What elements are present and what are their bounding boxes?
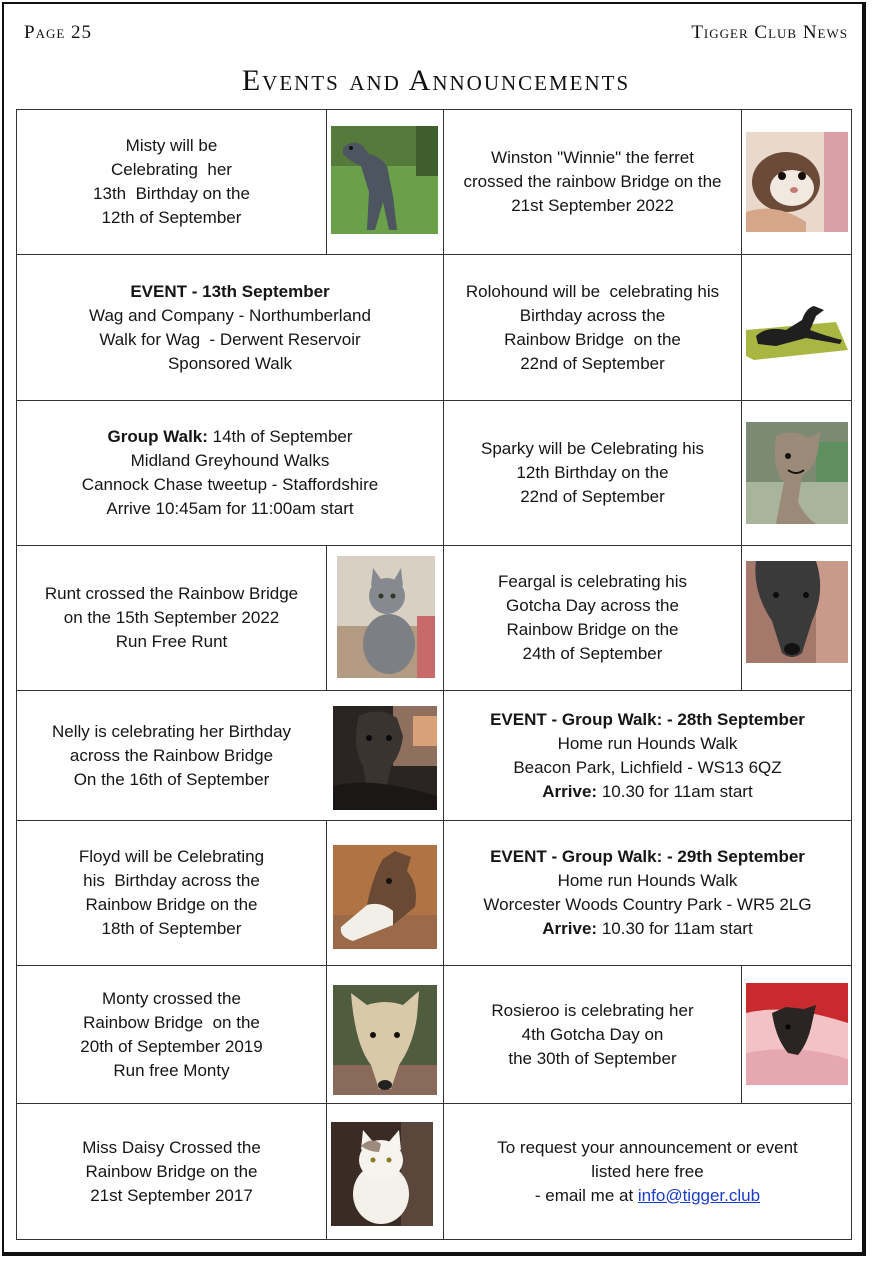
page-title: Events and Announcements xyxy=(241,64,631,97)
text-line: Rosieroo is celebrating her xyxy=(491,1000,694,1020)
event-28-september xyxy=(444,691,851,820)
text-line: Celebrating her xyxy=(111,160,232,179)
text-line: Birthday across the xyxy=(519,305,666,325)
email-prefix: - email me at xyxy=(534,1185,638,1205)
announcement-monty xyxy=(17,966,326,1103)
text-line: Rainbow Bridge on the xyxy=(504,329,681,349)
email-link[interactable]: info@tigger.club xyxy=(637,1185,761,1205)
text-line: Winston "Winnie" the ferret xyxy=(491,148,694,167)
text-line: Walk for Wag - Derwent Reservoir xyxy=(99,329,361,349)
text-line: Worcester Woods Country Park - WR5 2LG xyxy=(483,895,812,914)
announcement-winston xyxy=(444,110,741,254)
event-13-september xyxy=(17,255,443,400)
text-line: Gotcha Day across the xyxy=(506,596,679,615)
photo-rosieroo xyxy=(746,983,848,1085)
cell-divider xyxy=(741,545,742,690)
text-line: Home run Hounds Walk xyxy=(557,733,738,753)
text-line: Rainbow Bridge on the xyxy=(85,1161,258,1181)
cell-divider xyxy=(741,400,742,545)
text-line: 4th Gotcha Day on xyxy=(521,1024,664,1044)
announcement-nelly xyxy=(17,691,326,820)
text-line: Rolohound will be celebrating his xyxy=(465,281,720,301)
event-heading: EVENT - Group Walk: - 29th September xyxy=(490,847,805,866)
text-line: To request your announcement or event xyxy=(497,1137,798,1157)
cell-divider xyxy=(741,254,742,400)
cell-divider xyxy=(326,965,327,1103)
text-line: On the 16th of September xyxy=(73,769,270,789)
text-line: 18th of September xyxy=(101,919,242,938)
text-line: Wag and Company - Northumberland xyxy=(89,305,371,325)
group-walk-date: 14th of September xyxy=(207,427,353,446)
text-line: 21st September 2017 xyxy=(90,1185,253,1205)
text-line xyxy=(490,780,805,804)
text-line: Misty will be xyxy=(125,136,218,155)
text-line: his Birthday across the xyxy=(83,871,260,890)
group-walk-14-september xyxy=(17,401,443,545)
cell-divider xyxy=(741,965,742,1103)
text-line xyxy=(497,1184,798,1208)
text-line: 22nd of September xyxy=(520,353,665,373)
photo-misty xyxy=(331,126,438,234)
cell-divider xyxy=(741,110,742,254)
announcement-runt xyxy=(17,546,326,690)
text-line: Sparky will be Celebrating his xyxy=(481,439,704,458)
text-line: Floyd will be Celebrating xyxy=(78,847,265,866)
text-line: Beacon Park, Lichfield - WS13 6QZ xyxy=(513,757,782,777)
text-line: Rainbow Bridge on the xyxy=(506,620,679,639)
text-line: Sponsored Walk xyxy=(167,353,293,373)
text-line: Cannock Chase tweetup - Staffordshire xyxy=(81,475,379,494)
page-number: Page 25 xyxy=(24,22,93,43)
text-line: Rainbow Bridge on the xyxy=(83,1012,260,1032)
photo-daisy xyxy=(331,1122,433,1226)
photo-nelly xyxy=(333,706,437,810)
text-line: Run Free Runt xyxy=(115,632,228,651)
text-line: Feargal is celebrating his xyxy=(498,572,687,591)
cell-divider xyxy=(326,1103,327,1239)
photo-monty xyxy=(333,985,437,1095)
photo-winston xyxy=(746,132,848,232)
photo-feargal xyxy=(746,561,848,663)
text-line: Run free Monty xyxy=(113,1060,230,1080)
arrive-label: Arrive: xyxy=(542,781,598,801)
text-line: Home run Hounds Walk xyxy=(557,871,738,890)
text-line: Nelly is celebrating her Birthday xyxy=(51,721,292,741)
arrive-time: 10.30 for 11am start xyxy=(597,781,753,801)
event-heading: EVENT - 13th September xyxy=(130,281,330,301)
event-heading: EVENT - Group Walk: - 28th September xyxy=(490,709,805,729)
arrive-label: Arrive: xyxy=(542,919,598,938)
text-line: across the Rainbow Bridge xyxy=(69,745,274,765)
text-line: Runt crossed the Rainbow Bridge xyxy=(44,584,299,603)
announcement-rosieroo xyxy=(444,966,741,1103)
announcements-table xyxy=(16,109,852,1240)
text-line: Rainbow Bridge on the xyxy=(85,895,258,914)
text-line: 12th Birthday on the xyxy=(516,463,669,482)
announcement-sparky xyxy=(444,401,741,545)
text-line: Arrive 10:45am for 11:00am start xyxy=(106,499,354,518)
newsletter-name: Tigger Club News xyxy=(691,22,848,43)
announcement-rolohound xyxy=(444,255,741,400)
text-line: Midland Greyhound Walks xyxy=(130,451,330,470)
text-line: 12th of September xyxy=(101,208,242,227)
photo-runt xyxy=(337,556,435,678)
announcement-feargal xyxy=(444,546,741,690)
cell-divider xyxy=(326,545,327,690)
text-line: 24th of September xyxy=(522,644,663,663)
text-line: 22nd of September xyxy=(520,487,665,506)
announcement-daisy xyxy=(17,1104,326,1239)
text-line: 21st September 2022 xyxy=(511,196,674,215)
text-line: crossed the rainbow Bridge on the xyxy=(463,172,722,191)
photo-sparky xyxy=(746,422,848,524)
arrive-time: 10.30 for 11am start xyxy=(597,919,753,938)
cell-divider xyxy=(326,110,327,254)
text-line: listed here free xyxy=(591,1161,704,1181)
text-line: 13th Birthday on the xyxy=(93,184,250,203)
text-line: Miss Daisy Crossed the xyxy=(82,1137,261,1157)
text-line xyxy=(82,425,378,449)
photo-floyd xyxy=(333,845,437,949)
event-29-september xyxy=(444,821,851,965)
text-line: 20th of September 2019 xyxy=(80,1036,263,1056)
text-line: the 30th of September xyxy=(508,1048,677,1068)
photo-rolohound xyxy=(746,290,848,360)
announcement-request-info xyxy=(444,1104,851,1239)
announcement-floyd xyxy=(17,821,326,965)
cell-divider xyxy=(326,820,327,965)
announcement-misty xyxy=(17,110,326,254)
text-line xyxy=(483,917,811,941)
text-line: Monty crossed the xyxy=(102,988,241,1008)
group-walk-label: Group Walk: xyxy=(107,427,208,446)
text-line: on the 15th September 2022 xyxy=(63,608,280,627)
